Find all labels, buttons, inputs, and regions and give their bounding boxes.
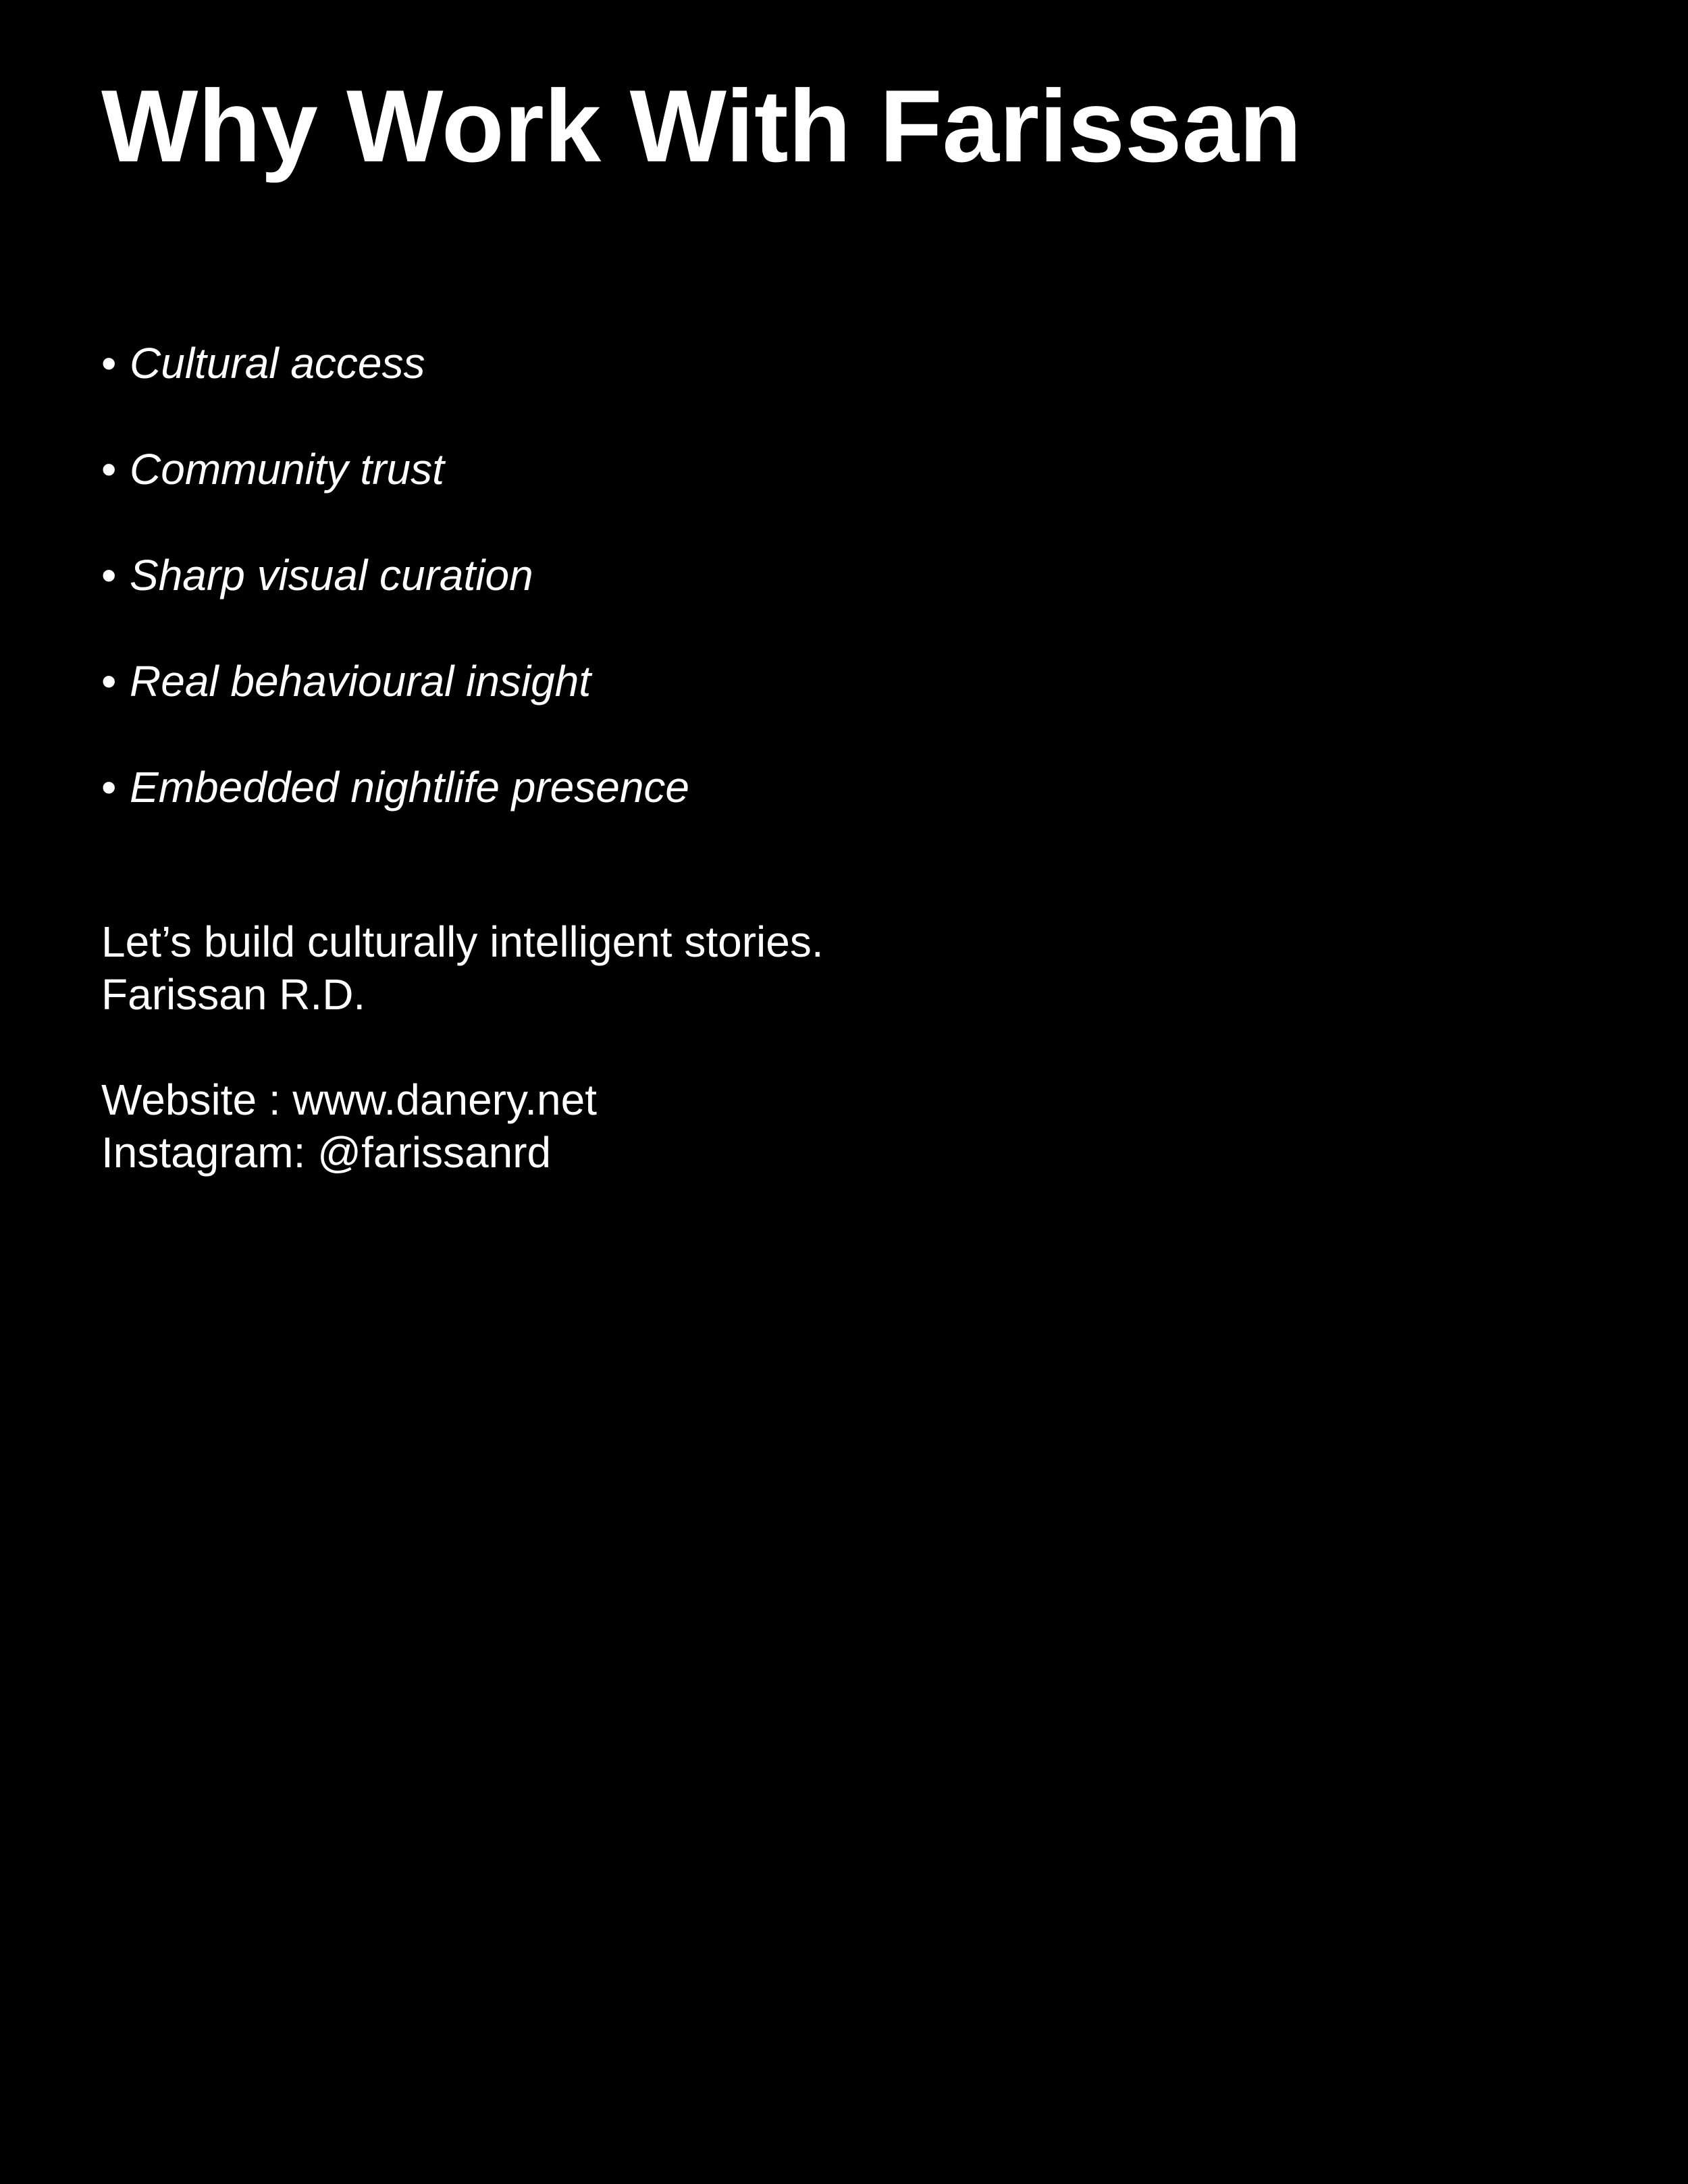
website-line: Website : www.danery.net <box>101 1075 597 1124</box>
list-item <box>101 329 689 435</box>
bullet-icon: • <box>101 763 117 811</box>
bullet-icon: • <box>101 551 117 600</box>
list-item <box>101 753 689 859</box>
benefit-text: Embedded nightlife presence <box>130 763 689 811</box>
list-item <box>101 647 689 753</box>
tagline: Let’s build culturally intelligent stories. <box>101 917 824 966</box>
bullet-icon: • <box>101 339 117 388</box>
signature: Farissan R.D. <box>101 970 366 1019</box>
benefit-text: Sharp visual curation <box>130 551 533 600</box>
bullet-icon: • <box>101 445 117 494</box>
list-item <box>101 541 689 647</box>
instagram-line: Instagram: @farissanrd <box>101 1128 552 1177</box>
page-title: Why Work With Farissan <box>101 69 1302 184</box>
list-item <box>101 435 689 541</box>
benefit-text: Cultural access <box>130 339 425 388</box>
spacer <box>101 1021 824 1073</box>
closing-block <box>101 915 824 1179</box>
benefit-text: Real behavioural insight <box>130 657 591 705</box>
bullet-icon: • <box>101 657 117 705</box>
benefit-text: Community trust <box>130 445 444 494</box>
benefits-list <box>101 329 689 859</box>
